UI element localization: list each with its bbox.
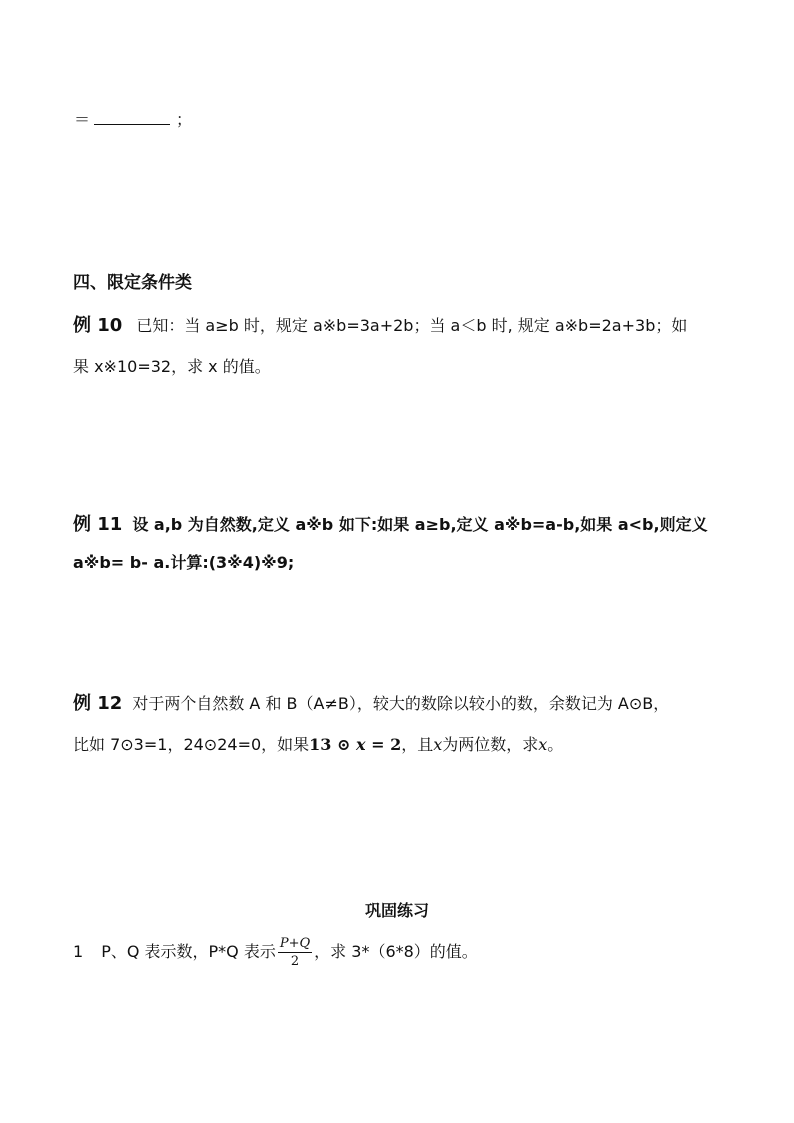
example-12-formula [309,735,401,754]
example-10-text-2: 果 x※10=32，求 x 的值。 [73,357,271,376]
equals-sign: ＝ [74,110,91,129]
practice-item-1 [73,932,478,972]
example-12-line-1 [73,694,669,714]
formula-var-x: x [355,735,366,754]
example-12-label: 例 12 [73,693,123,714]
example-12-text-2c: 为两位数，求 [442,735,539,754]
example-11-text-1: 设 a,b 为自然数,定义 a※b 如下:如果 a≥b,定义 a※b=a-b,如果 a<b,则定义 [132,515,708,534]
section-title: 四、限定条件类 [73,273,192,293]
example-10-text-1: 已知：当 a≥b 时，规定 a※b=3a+2b；当 a＜b 时, 规定 a※b=2a+3b；如 [136,316,688,335]
practice-item-text-a: P、Q 表示数，P*Q 表示 [101,942,276,961]
example-11-line-1 [73,515,708,535]
practice-title: 巩固练习 [364,901,429,920]
example-12-text-1: 对于两个自然数 A 和 B（A≠B），较大的数除以较小的数，余数记为 A⊙B， [132,694,670,713]
example-12-text-2d: 。 [547,735,564,754]
semicolon: ； [176,110,193,129]
example-12-line-2 [73,735,563,755]
example-10-line-1 [73,316,687,336]
practice-item-text-b: ，求 3*（6*8）的值。 [314,942,478,961]
fraction-denominator: 2 [290,953,300,969]
answer-blank [94,110,170,125]
var-x-2: x [538,735,548,754]
answer-line [74,110,192,130]
example-12-text-2a: 比如 7⊙3=1，24⊙24=0，如果 [73,735,310,754]
example-11-text-2: a※b= b- a.计算:(3※4)※9; [73,553,295,572]
var-x: x [433,735,443,754]
example-10-label: 例 10 [73,315,123,336]
fraction-numerator: P+Q [279,935,311,951]
fraction [278,936,312,969]
example-11-label: 例 11 [73,514,123,535]
practice-item-number: 1 [73,942,84,961]
formula-part-b: = 2 [365,735,402,754]
formula-part-a: 13 ⊙ [309,735,356,754]
example-12-text-2b: ，且 [401,735,434,754]
